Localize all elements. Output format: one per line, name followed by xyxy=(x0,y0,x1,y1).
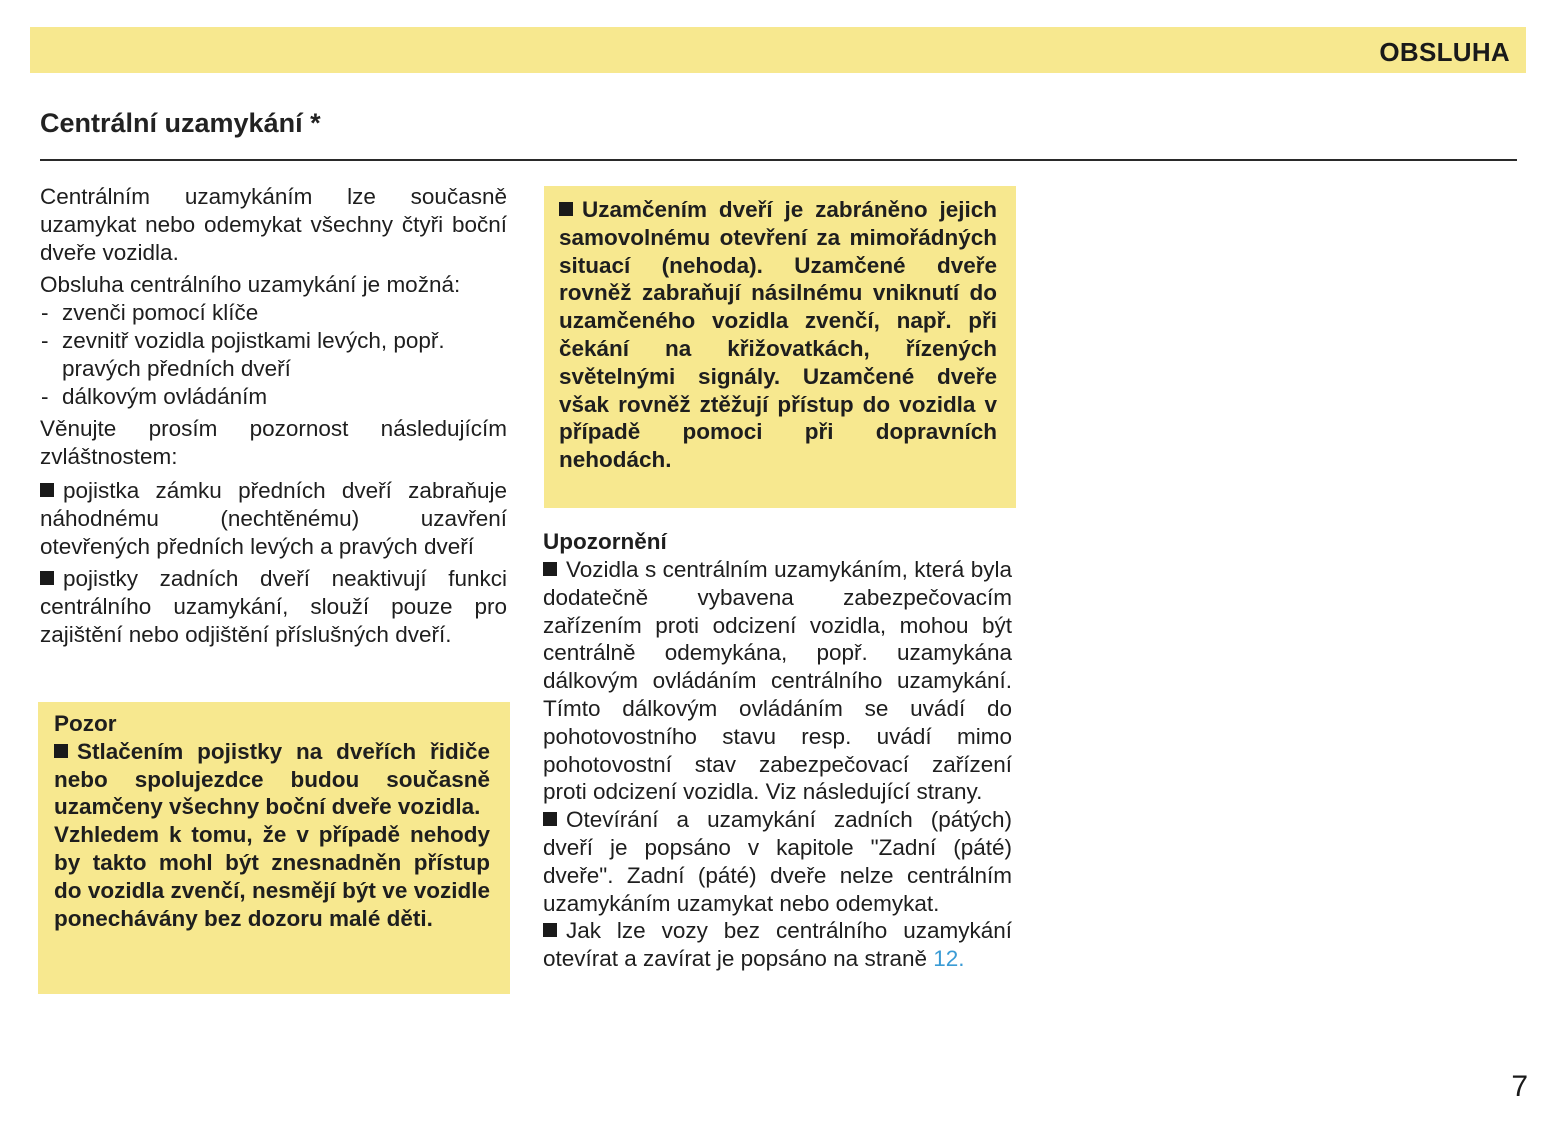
operation-intro: Obsluha centrálního uzamykání je možná: xyxy=(40,272,461,298)
notice-paragraph xyxy=(543,917,1012,973)
page-number: 7 xyxy=(1511,1070,1528,1103)
bullet-paragraph xyxy=(40,477,507,560)
warning-text: Stlačením pojistky na dveřích řidiče nebo spolujezdce budou současně uzamčeny všechny boční dveře vozidla. xyxy=(54,738,490,820)
header-band xyxy=(30,27,1526,73)
warning-paragraph-2: Vzhledem k tomu, že v případě nehody by takto mohl být znesnadněn přístup do vozidla zvenčí, nesmějí být ve vozidle ponechávány bez dozoru malé děti. xyxy=(54,822,490,931)
notice-text: Vozidla s centrálním uzamykáním, která byla dodatečně vybavena zabezpečovacím zařízením proti odcizení vozidla, mohou být centrálně odemykána, popř. uzamykána dálkovým ovládáním centrálního uzamykání. Tímto dálkovým ovládáním se uvádí do pohotovostního stavu resp. uvádí mimo pohotovostní stav zabezpečovací zařízení proti odcizení vozidla. Viz následující strany. xyxy=(543,557,1012,805)
bullet-text: pojistky zadních dveří neaktivují funkci centrálního uzamykání, slouží pouze pro zajištění nebo odjištění příslušných dveří. xyxy=(40,566,507,647)
attention-paragraph: Věnujte prosím pozornost následujícím zvláštnostem: xyxy=(40,416,507,470)
square-bullet-icon xyxy=(54,744,68,758)
list-item: - zevnitř vozidla pojistkami levých, popř. pravých předních dveří xyxy=(40,327,507,383)
list-item: - dálkovým ovládáním xyxy=(40,383,507,411)
note-text: Uzamčením dveří je zabráněno jejich samovolnému otevření za mimořádných situací (nehoda). Uzamčené dveře rovněž zabraňují násilnému vniknutí do uzamčeného vozidla zvenčí, např. při čekání na křižovatkách, řízených světelnými signály. Uzamčené dveře však rovněž ztěžují přístup do vozidla v případě pomoci při dopravních nehodách. xyxy=(559,197,997,473)
note-paragraph xyxy=(559,196,997,474)
square-bullet-icon xyxy=(543,562,557,576)
left-column xyxy=(40,183,507,649)
page-reference-link[interactable]: 12. xyxy=(933,946,965,972)
square-bullet-icon xyxy=(543,923,557,937)
square-bullet-icon xyxy=(40,483,54,497)
notice-title: Upozornění xyxy=(543,529,667,554)
bullet-text: pojistka zámku předních dveří zabraňuje náhodnému (nechtěnému) uzavření otevřených předních levých a pravých dveří xyxy=(40,477,507,559)
section-label: OBSLUHA xyxy=(1379,37,1510,67)
list-item: - zvenči pomocí klíče xyxy=(40,299,507,327)
square-bullet-icon xyxy=(559,202,573,216)
square-bullet-icon xyxy=(543,812,557,826)
square-bullet-icon xyxy=(40,571,54,585)
warning-paragraph xyxy=(54,738,490,821)
notice-paragraph xyxy=(543,806,1012,917)
warning-title: Pozor xyxy=(54,711,117,736)
intro-paragraph: Centrálním uzamykáním lze současně uzamykat nebo odemykat všechny čtyři boční dveře vozidla. xyxy=(40,184,507,265)
notice-text: Otevírání a uzamykání zadních (pátých) dveří je popsáno v kapitole "Zadní (páté) dveře". Zadní (páté) dveře nelze centrálním uzamykáním uzamykat nebo odemykat. xyxy=(543,807,1012,916)
notice-section xyxy=(543,528,1012,973)
page-title: Centrální uzamykání * xyxy=(40,108,321,138)
notice-text: Jak lze vozy bez centrálního uzamykání otevírat a zavírat je popsáno na straně xyxy=(543,918,1012,972)
operation-list xyxy=(40,299,507,410)
warning-box xyxy=(38,702,510,994)
note-box xyxy=(544,186,1016,508)
bullet-paragraph xyxy=(40,565,507,648)
title-divider xyxy=(40,159,1517,161)
notice-paragraph xyxy=(543,556,1012,806)
